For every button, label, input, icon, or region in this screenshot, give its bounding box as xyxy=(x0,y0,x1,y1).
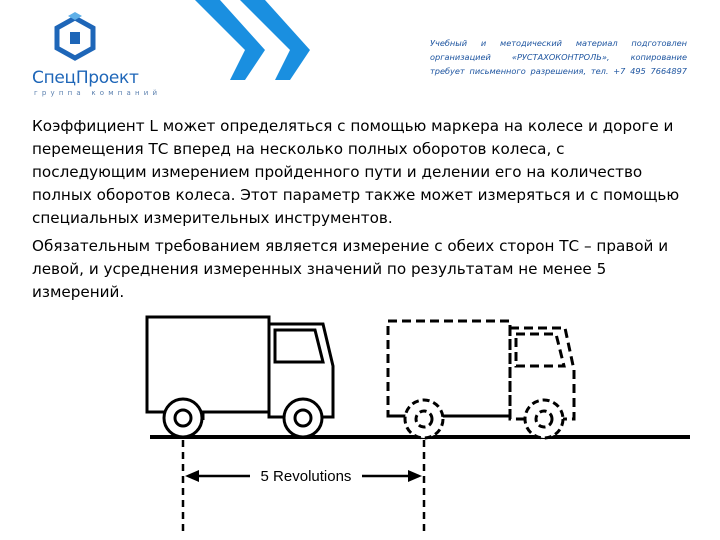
copyright-disclaimer: Учебный и методический материал подготовлен организацией «РУСТАХОКОНТРОЛЬ», копирование требует письменного разрешения, тел. +7 495 7664897 xyxy=(430,38,687,76)
body-text xyxy=(32,115,682,309)
chevron-decoration-icon xyxy=(190,0,340,100)
truck-dashed-wheels xyxy=(405,400,563,438)
paragraph-1: Коэффициент L может определяться с помощью маркера на колесе и дороге и перемещения ТС вперед на несколько полных оборотов колеса, с последующим измерением пройденного пути и делении его на количество полных оборотов колеса. Этот параметр также может измеряться и с помощью специальных измерительных инструментов. xyxy=(32,117,680,227)
revolutions-diagram xyxy=(0,300,720,540)
measure-markers xyxy=(183,440,424,535)
paragraph-2: Обязательным требованием является измерение с обеих сторон ТС – правой и левой, и усреднения измеренных значений по результатам не менее 5 измерений. xyxy=(32,237,669,301)
revolutions-label: 5 Revolutions xyxy=(260,468,352,485)
truck-solid-wheels xyxy=(164,399,322,437)
logo-tagline: группа компаний xyxy=(34,89,162,97)
logo-name: СпецПроект xyxy=(32,68,139,88)
